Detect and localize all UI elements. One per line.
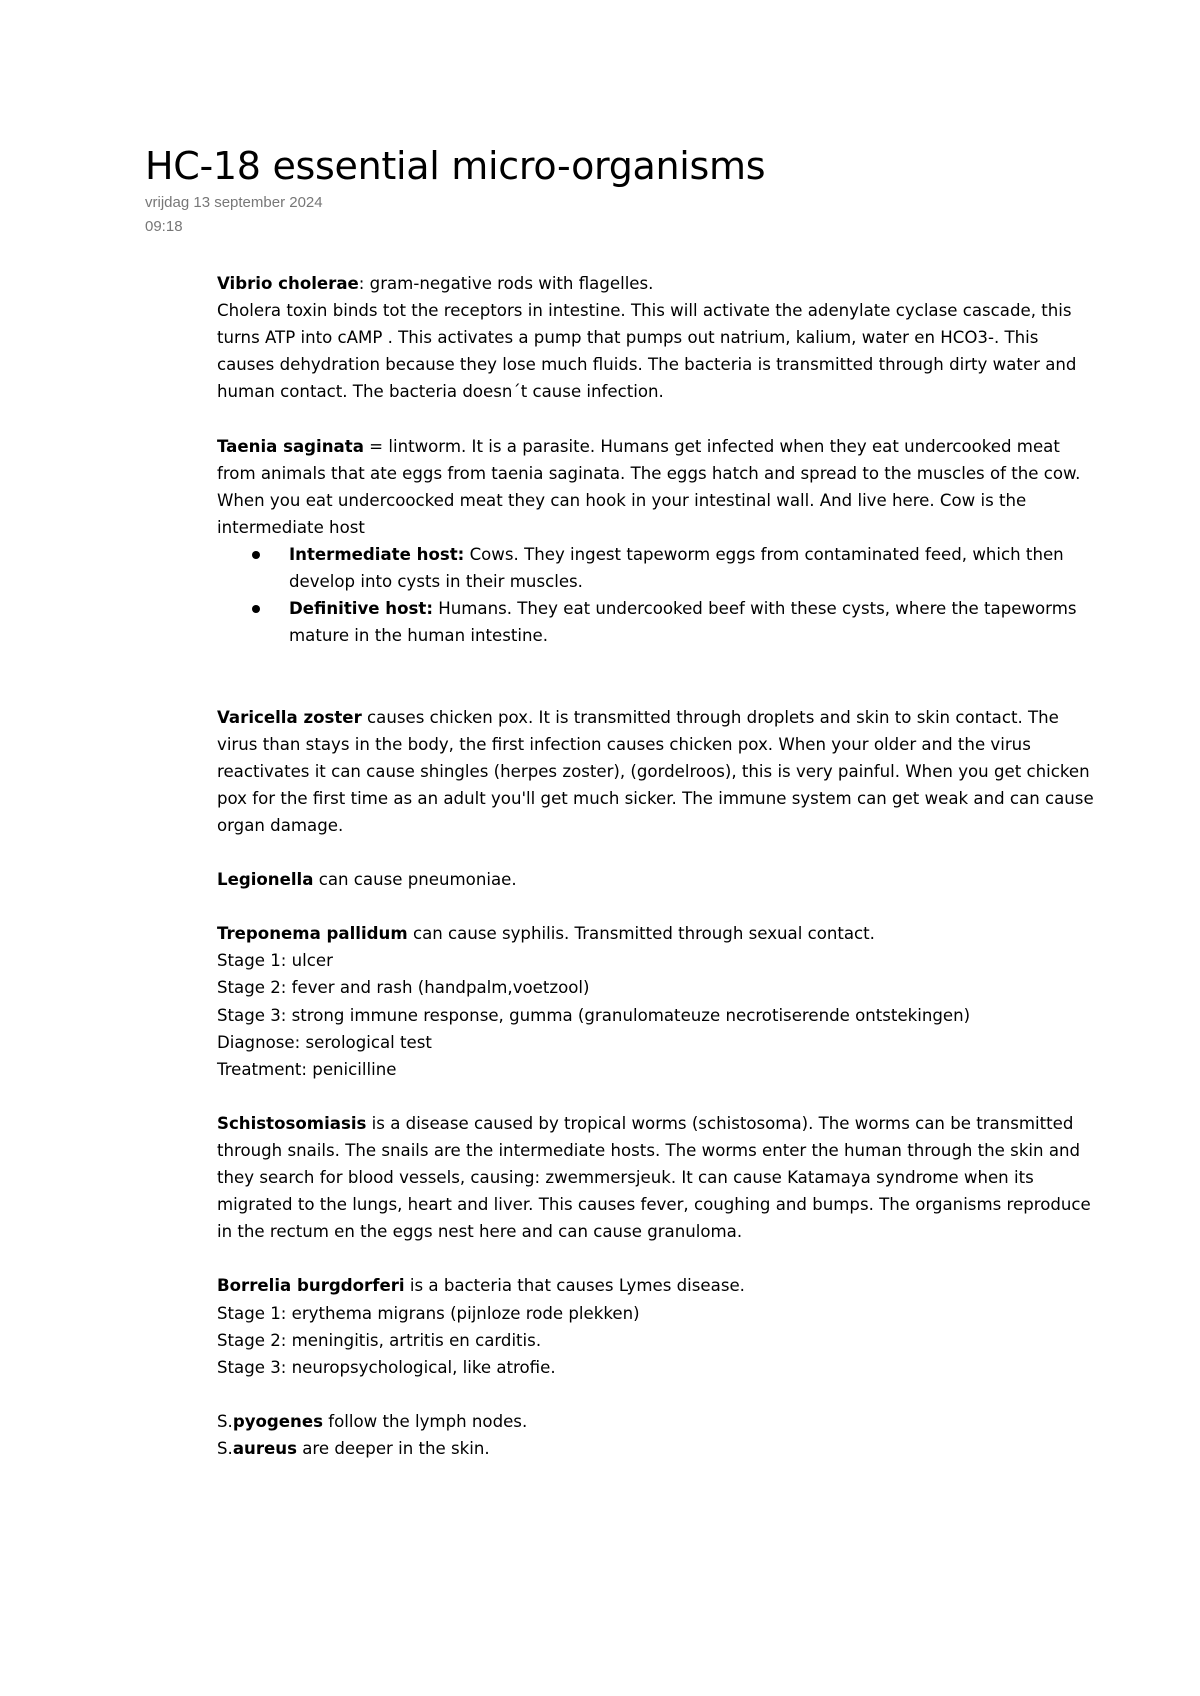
bullet-text: Cows. They ingest tapeworm eggs from contaminated feed, which then develop into cysts in their muscles. [289,544,1064,592]
legionella-text: can cause pneumoniae. [313,870,517,890]
treponema-line: Treatment: penicilline [217,1059,397,1079]
vibrio-heading [217,270,1097,297]
treponema-text: can cause syphilis. Transmitted through sexual contact. [407,924,875,944]
taenia-name: Taenia saginata [217,436,364,456]
treponema-line: Stage 1: ulcer [217,951,333,971]
treponema-line: Diagnose: serological test [217,1032,432,1052]
taenia-paragraph [217,433,1097,541]
list-item [217,595,1097,649]
borrelia-paragraph [217,1272,1097,1299]
taenia-host-list [217,541,1097,649]
bullet-label: Intermediate host: [289,544,465,564]
borrelia-line: Stage 3: neuropsychological, like atrofie. [217,1357,556,1377]
vibrio-name: Vibrio cholerae [217,274,359,293]
list-item [217,541,1097,595]
varicella-paragraph [217,704,1097,839]
vibrio-desc: : gram-negative rods with flagelles. [358,274,654,293]
page-time: 09:18 [145,218,183,235]
varicella-text: causes chicken pox. It is transmitted through droplets and skin to skin contact. The virus than stays in the body, the first infection causes chicken pox. When your older and the virus reactivates it can cause shingles (herpes zoster), (gordelroos), this is very painful. When you get chicken pox for the first time as an adult you'll get much sicker. The immune system can get weak and can cause organ damage. [217,707,1094,835]
note-body [217,270,1097,1462]
borrelia-line: Stage 2: meningitis, artritis en carditis. [217,1330,542,1350]
strep-name: pyogenes [232,1411,323,1431]
legionella-paragraph [217,866,1097,893]
treponema-name: Treponema pallidum [217,924,408,944]
staph-name: aureus [232,1439,297,1459]
legionella-name: Legionella [217,870,314,890]
staph-text: are deeper in the skin. [296,1439,490,1459]
strep-text: follow the lymph nodes. [322,1411,528,1431]
strep-prefix: S. [217,1411,233,1431]
page-title: HC-18 essential micro-organisms [145,144,766,188]
schisto-name: Schistosomiasis [217,1113,367,1133]
treponema-line: Stage 3: strong immune response, gumma (granulomateuze necrotiserende ontstekingen) [217,1005,971,1025]
bullet-icon [252,551,260,559]
staph-prefix: S. [217,1439,233,1459]
bullet-text: Humans. They eat undercooked beef with these cysts, where the tapeworms mature in the human intestine. [289,599,1077,646]
bullet-label: Definitive host: [289,599,433,619]
treponema-line: Stage 2: fever and rash (handpalm,voetzool) [217,978,590,998]
staph-line [217,1435,1097,1462]
page-date: vrijdag 13 september 2024 [145,194,323,211]
borrelia-line: Stage 1: erythema migrans (pijnloze rode plekken) [217,1303,640,1323]
borrelia-name: Borrelia burgdorferi [217,1276,405,1296]
treponema-paragraph [217,920,1097,947]
schisto-text: is a disease caused by tropical worms (schistosoma). The worms can be transmitted through snails. The snails are the intermediate hosts. The worms enter the human through the skin and they search for blood vessels, causing: zwemmersjeuk. It can cause Katamaya syndrome when its migrated to the lungs, heart and liver. This causes fever, coughing and bumps. The organisms reproduce in the rectum en the eggs nest here and can cause granuloma. [217,1113,1091,1242]
strep-line [217,1408,1097,1435]
borrelia-text: is a bacteria that causes Lymes disease. [404,1276,745,1296]
varicella-name: Varicella zoster [217,707,362,727]
taenia-text: = lintworm. It is a parasite. Humans get infected when they eat undercooked meat from animals that ate eggs from taenia saginata. The eggs hatch and spread to the muscles of the cow. When you eat undercoocked meat they can hook in your intestinal wall. And live here. Cow is the intermediate host [217,436,1081,537]
schisto-paragraph [217,1110,1097,1245]
bullet-icon [252,605,260,613]
vibrio-text: Cholera toxin binds tot the receptors in intestine. This will activate the adenylate cyclase cascade, this turns ATP into cAMP . This activates a pump that pumps out natrium, kalium, water en HCO3-. This causes dehydration because they lose much fluids. The bacteria is transmitted through dirty water and human contact. The bacteria doesn´t cause infection. [217,301,1077,402]
